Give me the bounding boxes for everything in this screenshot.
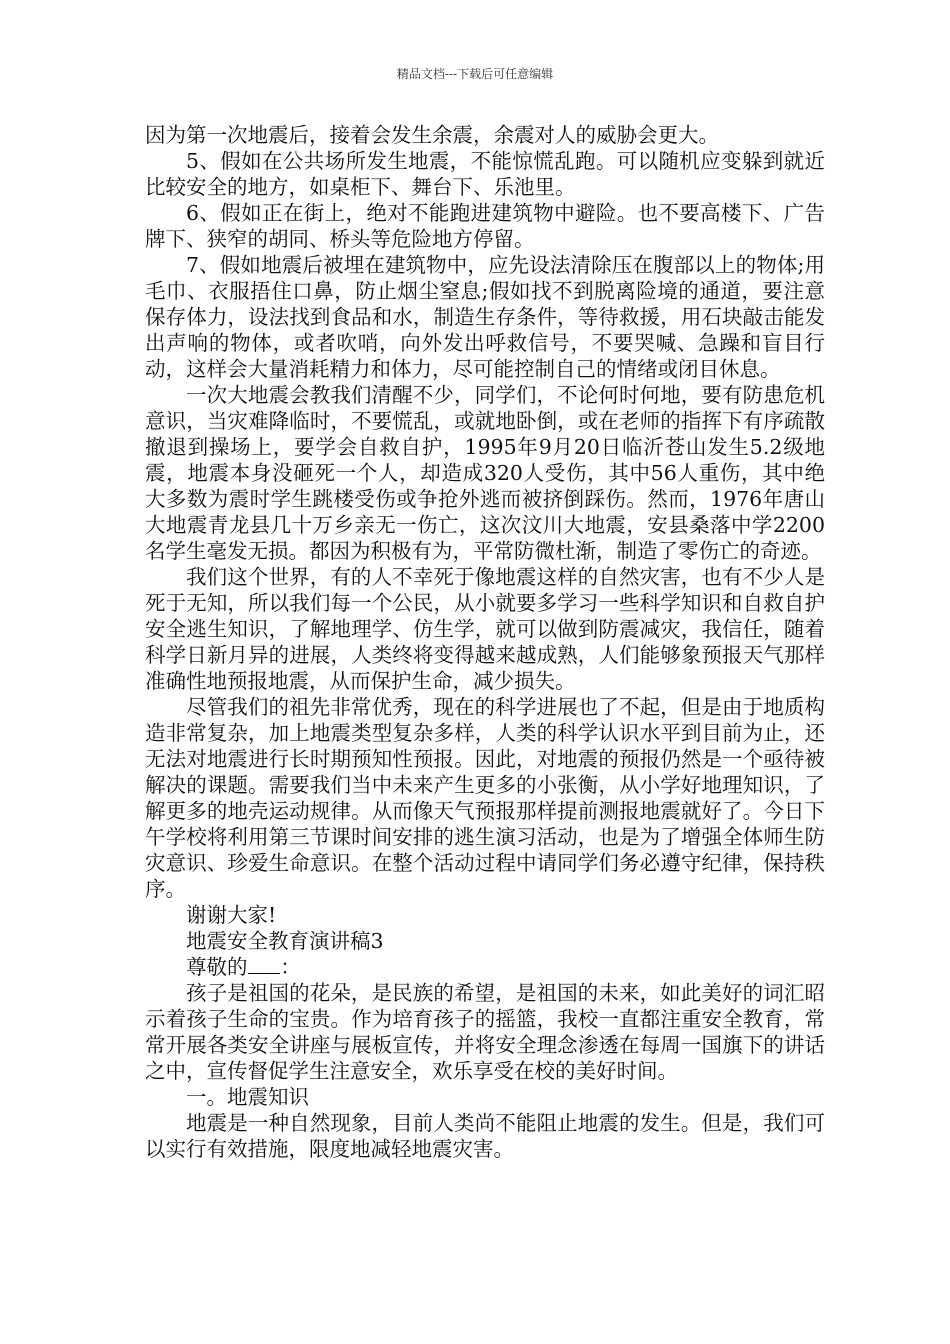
paragraph-earthquake-knowledge: 地震是一种自然现象，目前人类尚不能阻止地震的发生。但是，我们可以实行有效措施，限度地减轻地震灾害。 [145,1111,825,1161]
paragraph-prediction: 尽管我们的祖先非常优秀，现在的科学进展也了不起，但是由于地质构造非常复杂，加上地震类型复杂多样，人类的科学认识水平到目前为止，还无法对地震进行长时期预知性预报。因此，对地震的预报仍然是一个亟待被解决的课题。需要我们当中未来产生更多的小张衡，从小学好地理知识，了解更多的地壳运动规律。从而像天气预报那样提前测报地震就好了。今日下午学校将利用第三节课时间安排的逃生演习活动，也是为了增强全体师生防灾意识、珍爱生命意识。在整个活动过程中请同学们务必遵守纪律，保持秩序。 [145,695,825,901]
paragraph-item-5: 5、假如在公共场所发生地震，不能惊慌乱跑。可以随机应变躲到就近比较安全的地方，如桌柜下、舞台下、乐池里。 [145,149,825,199]
page-header: 精品文档---下载后可任意编辑 [396,67,554,81]
paragraph-lessons: 一次大地震会教我们清醒不少，同学们，不论何时何地，要有防患危机意识，当灾难降临时，不要慌乱，或就地卧倒，或在老师的指挥下有序疏散撤退到操场上，要学会自救自护，1995年9月20日临沂苍山发生5.2级地震，地震本身没砸死一个人，却造成320人受伤，其中56人重伤，其中绝大多数为震时学生跳楼受伤或争抢外逃而被挤倒踩伤。然而，1976年唐山大地震青龙县几十万乡亲无一伤亡，这次汶川大地震，安县桑落中学2200名学生毫发无损。都因为积极有为，平常防微杜渐，制造了零伤亡的奇迹。 [145,383,825,563]
paragraph-item-6: 6、假如正在街上，绝对不能跑进建筑物中避险。也不要高楼下、广告牌下、狭窄的胡同、桥头等危险地方停留。 [145,201,825,251]
salutation-prefix: 尊敬的 [186,955,248,979]
salutation-blank [248,955,281,974]
salutation-suffix: ： [280,955,301,979]
document-body [145,122,825,1162]
paragraph-children: 孩子是祖国的花朵，是民族的希望，是祖国的未来，如此美好的词汇昭示着孩子生命的宝贵。作为培育孩子的摇篮，我校一直都注重安全教育，常常开展各类安全讲座与展板宣传，并将安全理念渗透在每周一国旗下的讲话之中，宣传督促学生注意安全，欢乐享受在校的美好时间。 [145,981,825,1083]
salutation [145,954,825,980]
paragraph-aftershock: 因为第一次地震后，接着会发生余震，余震对人的威胁会更大。 [145,123,719,147]
subsection-heading: 一。地震知识 [186,1085,309,1109]
paragraph-item-7: 7、假如地震后被埋在建筑物中，应先设法清除压在腹部以上的物体;用毛巾、衣服捂住口鼻，防止烟尘窒息;假如找不到脱离险境的通道，要注意保存体力，设法找到食品和水，制造生存条件，等待救援，用石块敲击能发出声响的物体，或者吹哨，向外发出呼救信号，不要哭喊、急躁和盲目行动，这样会大量消耗精力和体力，尽可能控制自己的情绪或闭目休息。 [145,253,825,381]
paragraph-thanks: 谢谢大家! [186,903,277,927]
section-title: 地震安全教育演讲稿3 [186,929,384,953]
paragraph-knowledge: 我们这个世界，有的人不幸死于像地震这样的自然灾害，也有不少人是死于无知，所以我们每一个公民，从小就要多学习一些科学知识和自救自护安全逃生知识，了解地理学、仿生学，就可以做到防震减灾，我信任，随着科学日新月异的进展，人类终将变得越来越成熟，人们能够象预报天气那样准确性地预报地震，从而保护生命，减少损失。 [145,565,825,693]
